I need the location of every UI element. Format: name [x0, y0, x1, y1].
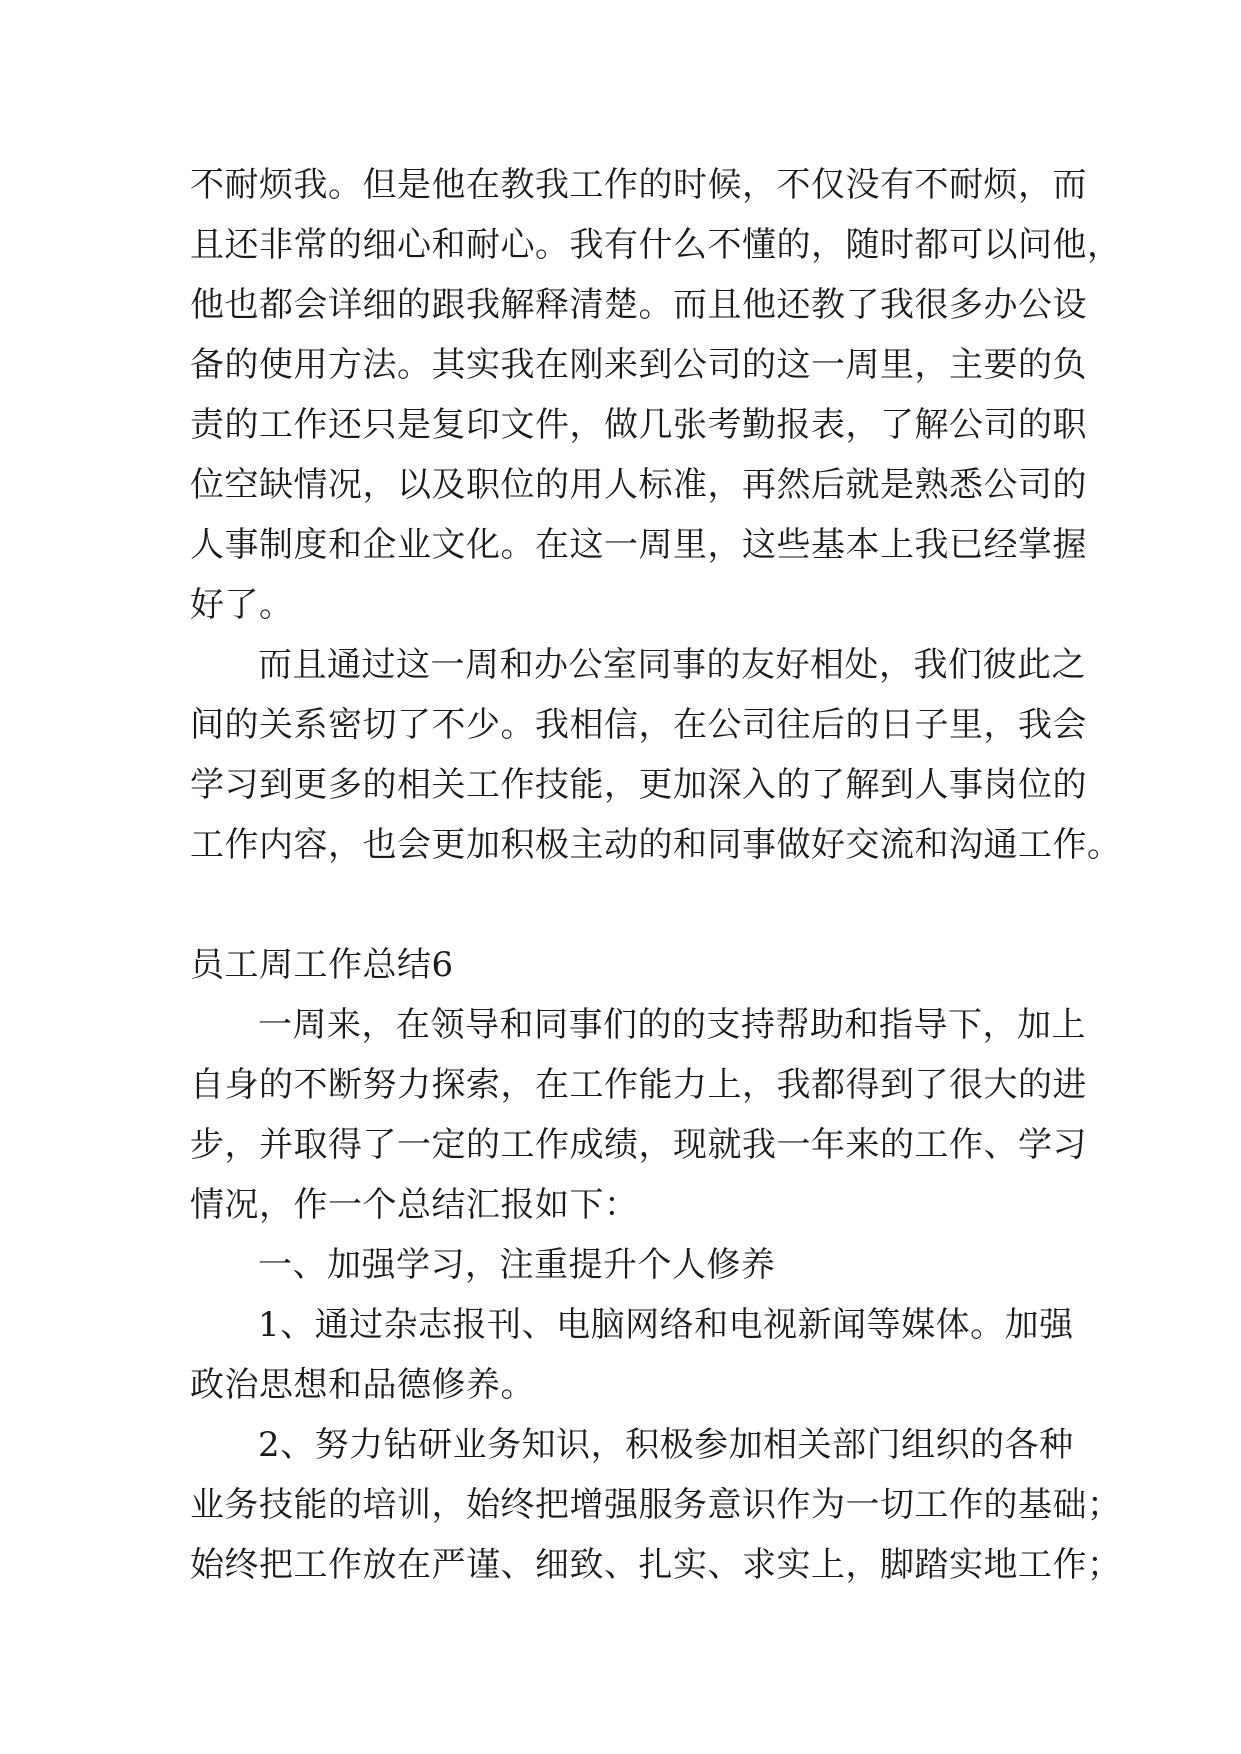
subheading: 一、加强学习，注重提升个人修养 [258, 1245, 776, 1285]
paragraph-line: 位空缺情况，以及职位的用人标准，再然后就是熟悉公司的 [190, 465, 1087, 505]
paragraph-line: 间的关系密切了不少。我相信，在公司往后的日子里，我会 [190, 705, 1087, 745]
paragraph-line: 始终把工作放在严谨、细致、扎实、求实上，脚踏实地工作； [190, 1545, 1122, 1585]
section-title: 员工周工作总结6 [190, 945, 454, 985]
paragraph-line: 步，并取得了一定的工作成绩，现就我一年来的工作、学习 [190, 1125, 1087, 1165]
list-item-1 [190, 1295, 1074, 1415]
list-item-2 [190, 1415, 1122, 1595]
paragraph-2 [190, 635, 1122, 875]
paragraph-line: 人事制度和企业文化。在这一周里，这些基本上我已经掌握 [190, 525, 1087, 565]
paragraph-line: 自身的不断努力探索，在工作能力上，我都得到了很大的进 [190, 1065, 1087, 1105]
paragraph-line: 1、通过杂志报刊、电脑网络和电视新闻等媒体。加强 [258, 1305, 1074, 1345]
paragraph-line: 且还非常的细心和耐心。我有什么不懂的，随时都可以问他， [190, 225, 1122, 265]
paragraph-3 [190, 995, 1087, 1235]
paragraph-line: 一周来，在领导和同事们的的支持帮助和指导下，加上 [258, 1005, 1086, 1045]
paragraph-line: 2、努力钻研业务知识，积极参加相关部门组织的各种 [258, 1425, 1074, 1465]
paragraph-line: 情况，作一个总结汇报如下： [190, 1185, 639, 1225]
paragraph-line: 他也都会详细的跟我解释清楚。而且他还教了我很多办公设 [190, 285, 1087, 325]
paragraph-line: 责的工作还只是复印文件，做几张考勤报表，了解公司的职 [190, 405, 1087, 445]
paragraph-line: 学习到更多的相关工作技能，更加深入的了解到人事岗位的 [190, 765, 1087, 805]
paragraph-line: 好了。 [190, 585, 294, 625]
document-page [190, 155, 1122, 1595]
paragraph-line: 业务技能的培训，始终把增强服务意识作为一切工作的基础； [190, 1485, 1122, 1525]
paragraph-line: 政治思想和品德修养。 [190, 1365, 535, 1405]
paragraph-line: 而且通过这一周和办公室同事的友好相处，我们彼此之 [258, 645, 1086, 685]
paragraph-line: 不耐烦我。但是他在教我工作的时候，不仅没有不耐烦，而 [190, 165, 1087, 205]
section-spacer [190, 875, 1060, 935]
paragraph-line: 工作内容，也会更加积极主动的和同事做好交流和沟通工作。 [190, 825, 1122, 865]
paragraph-1 [190, 155, 1122, 635]
paragraph-line: 备的使用方法。其实我在刚来到公司的这一周里，主要的负 [190, 345, 1087, 385]
